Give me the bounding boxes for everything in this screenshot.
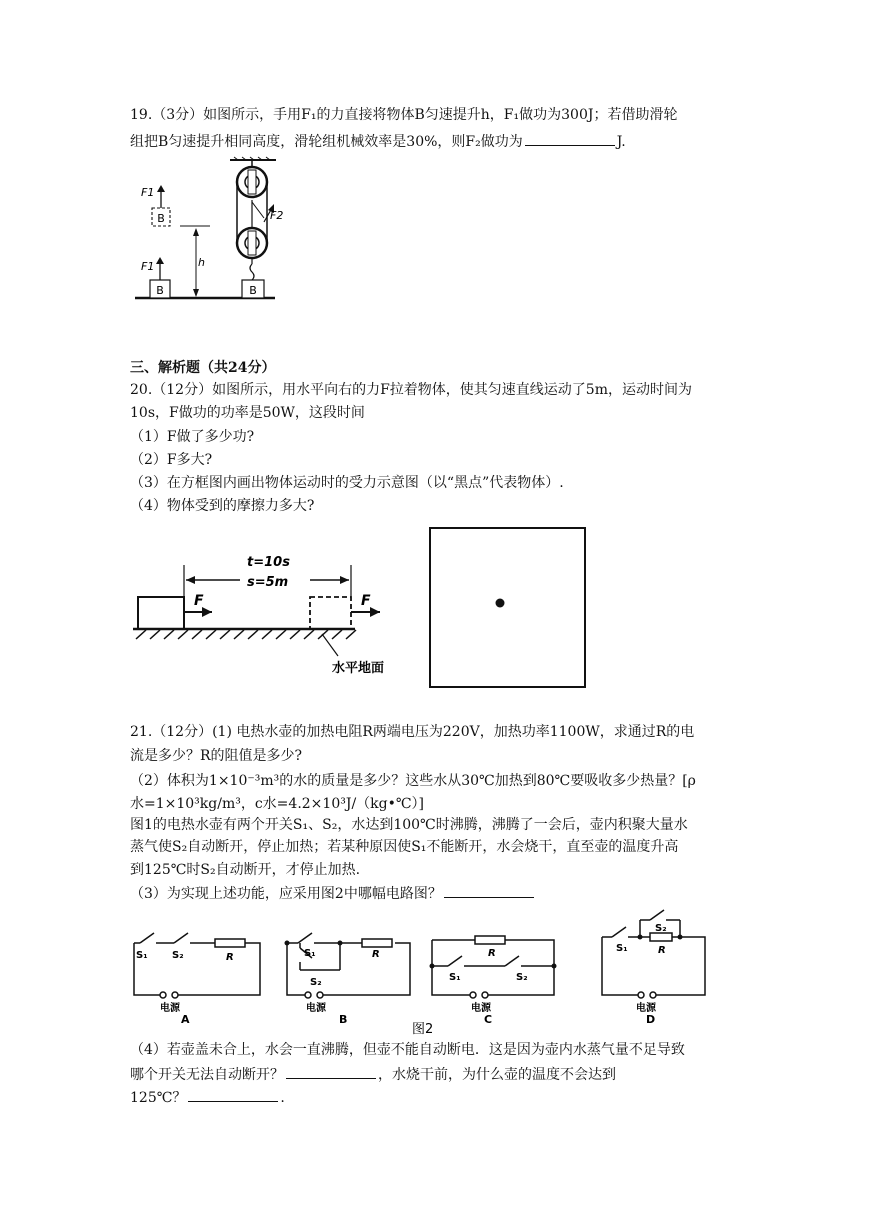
circuit-a-label: A bbox=[181, 1013, 190, 1026]
q19-box-b-pulley: B bbox=[249, 284, 257, 297]
q21-sub4-line2b: ，水烧干前，为什么壶的温度不会达到 bbox=[378, 1067, 616, 1083]
q19-h-label: h bbox=[198, 256, 205, 269]
circuit-a-s1: S₁ bbox=[136, 950, 148, 961]
q19-line2-text: 组把B匀速提升相同高度，滑轮组机械效率是30%，则F₂做功为 bbox=[130, 134, 523, 150]
circuit-d-source: 电源 bbox=[636, 1003, 656, 1014]
circuit-caption: 图2 bbox=[412, 1022, 434, 1037]
q20-t-label: t=10s bbox=[247, 555, 290, 570]
q21-sub4-blank-2[interactable] bbox=[188, 1087, 278, 1102]
q19-box-b-top: B bbox=[157, 212, 165, 225]
q21-sub4-blank-1[interactable] bbox=[286, 1064, 376, 1079]
q19-line1: 19.（3分）如图所示，手用F₁的力直接将物体B匀速提升h，F₁做功为300J；若借助滑轮 bbox=[130, 107, 678, 123]
q20-ground-label: 水平地面 bbox=[332, 661, 385, 676]
q19-line2-end: J. bbox=[616, 134, 626, 150]
circuit-b-s2: S₂ bbox=[310, 977, 322, 988]
q21-sub4-line3b: . bbox=[280, 1090, 285, 1106]
q21-sub4-line3a: 125℃？ bbox=[130, 1090, 187, 1106]
q20-sub3: （3）在方框图内画出物体运动时的受力示意图（以“黑点”代表物体）. bbox=[130, 475, 564, 491]
q21-sub4-line1: （4）若壶盖未合上，水会一直沸腾，但壶不能自动断电．这是因为壶内水蒸气量不足导致 bbox=[130, 1042, 685, 1058]
q20-sub4: （4）物体受到的摩擦力多大? bbox=[130, 498, 315, 514]
circuit-c-label: C bbox=[484, 1013, 493, 1026]
q19-f2-label: F2 bbox=[270, 209, 284, 222]
q20-sub2: （2）F多大? bbox=[130, 452, 213, 468]
q21-line6: 蒸气使S₂自动断开，停止加热；若某种原因使S₁不能断开，水会烧干，直至壶的温度升高 bbox=[130, 839, 679, 855]
circuit-d-s1: S₁ bbox=[616, 943, 628, 954]
circuit-b-s1: S₁ bbox=[304, 948, 316, 959]
circuit-a-r: R bbox=[226, 952, 234, 963]
circuit-a-s2: S₂ bbox=[172, 950, 184, 961]
circuit-c-s2: S₂ bbox=[516, 972, 528, 983]
q21-line1: 21.（12分）(1) 电热水壶的加热电阻R两端电压为220V，加热功率1100W，求通过R的电 bbox=[130, 724, 695, 740]
q19-f1-bottom-label: F1 bbox=[141, 260, 155, 273]
circuit-a-source: 电源 bbox=[160, 1003, 180, 1014]
q20-f-label-2: F bbox=[361, 593, 371, 609]
q21-line7: 到125℃时S₂自动断开，才停止加热. bbox=[130, 862, 361, 878]
circuit-b-source: 电源 bbox=[306, 1003, 326, 1014]
q20-f-label-1: F bbox=[194, 593, 204, 609]
q21-sub4-line3 bbox=[130, 1087, 285, 1108]
section3-title: 三、解析题（共24分） bbox=[130, 360, 276, 376]
circuit-b-r: R bbox=[372, 949, 380, 960]
circuit-c-source: 电源 bbox=[471, 1003, 491, 1014]
circuit-b-label: B bbox=[339, 1013, 348, 1026]
q19-f1-top-label: F1 bbox=[141, 186, 155, 199]
q19-box-b-bottom: B bbox=[156, 284, 164, 297]
q21-line4: 水=1×10³kg/m³，c水=4.2×10³J/（kg•℃）] bbox=[130, 796, 424, 812]
q20-line2: 10s，F做功的功率是50W，这段时间 bbox=[130, 405, 365, 421]
circuit-d-label: D bbox=[646, 1013, 656, 1026]
q21-line2: 流是多少？R的阻值是多少? bbox=[130, 748, 303, 764]
q20-s-label: s=5m bbox=[247, 575, 289, 590]
q21-line5: 图1的电热水壶有两个开关S₁、S₂，水达到100℃时沸腾，沸腾了一会后，壶内积聚大量水 bbox=[130, 817, 688, 833]
q21-line3: （2）体积为1×10⁻³m³的水的质量是多少？这些水从30℃加热到80℃要吸收多少热量？[ρ bbox=[130, 773, 696, 789]
q21-sub4-line2 bbox=[130, 1064, 616, 1085]
circuit-c-s1: S₁ bbox=[449, 972, 461, 983]
q20-line1: 20.（12分）如图所示，用水平向右的力F拉着物体，使其匀速直线运动了5m，运动时间为 bbox=[130, 382, 692, 398]
circuit-c-r: R bbox=[488, 948, 496, 959]
circuit-d-r: R bbox=[658, 945, 666, 956]
circuit-d-s2: S₂ bbox=[655, 923, 667, 934]
q21-sub4-line2a: 哪个开关无法自动断开？ bbox=[130, 1067, 284, 1083]
q20-sub1: （1）F做了多少功? bbox=[130, 429, 255, 445]
q21-sub3-text: （3）为实现上述功能，应采用图2中哪幅电路图？ bbox=[130, 886, 442, 902]
